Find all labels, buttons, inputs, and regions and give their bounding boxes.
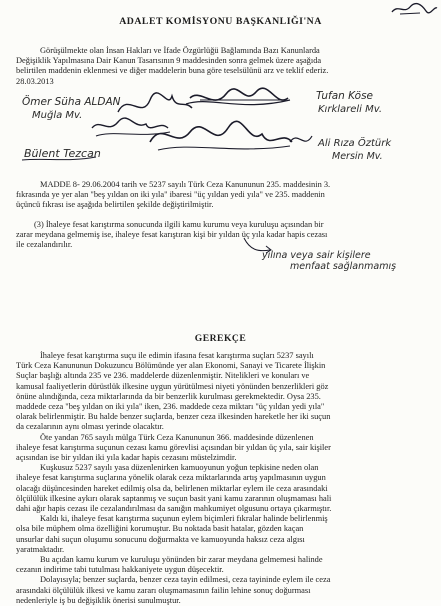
intro-line: belirtilen maddenin eklenmesi ve diğer maddelerin buna göre teselsülünü arz ve teklif ederiz. — [16, 66, 329, 76]
handwritten-note-2: menfaat sağlanmamış — [290, 261, 397, 272]
gerekce-line: arasındaki ölçülülük ilkesi ve kamu zararı oluşmamasının failin lehine sonuç doğurması — [16, 585, 311, 595]
intro-date: 28.03.2013 — [16, 76, 54, 86]
signature-4-province: Mersin Mv. — [332, 151, 383, 162]
article-line: üçüncü fıkrası ise aşağıda belirtilen şekilde değiştirilmiştir. — [16, 200, 214, 210]
gerekce-line: Bu açıdan kamu kurum ve kuruluşu yönünden bir zarar meydana gelmemesi halinde — [40, 555, 323, 565]
gerekce-line: olarak belirlenmiştir. Bu halde benzer suçlarda, benzer ceza ilkesinden hareketle her iki suçun — [16, 412, 331, 422]
gerekce-line: ihaleye fesat karıştırma suçunun cezası kamu görevlisi açısından bir yıldan üç yıla, sair kişiler — [16, 442, 331, 452]
gerekce-line: nedenleriyle iş bu değişiklik önerisi sunulmuştur. — [16, 595, 181, 605]
intro-line: Değişiklik Yapılmasına Dair Kanun Tasarısının 9 maddesinden sonra gelmek üzere aşağıda — [16, 56, 322, 66]
gerekce-paragraph — [16, 555, 424, 575]
gerekce-title: GEREKÇE — [194, 333, 247, 344]
gerekce-line: unsurlar dahi suçun oluşumu sonucunu doğurmakta ve kamuoyunda haksız ceza algısı — [16, 534, 305, 544]
gerekce-line: Kaldı ki, ihaleye fesat karıştırma suçunun eylem biçimleri fıkralar halinde belirlenmiş — [40, 514, 328, 524]
signature-1-name: Ömer Süha ALDAN — [22, 96, 121, 108]
gerekce-line: da cezalarının aynı olması yerinde olacaktır. — [16, 422, 164, 432]
gerekce-line: Türk Ceza Kanununun Dokuzuncu Bölümünde yer alan Ekonomi, Sanayi ve Ticarete İlişkin — [16, 361, 326, 371]
gerekce-paragraph — [16, 433, 424, 464]
gerekce-line: ihaleye fesat karıştırma suçlarına yönelik olarak ceza miktarlarında artış yapılmasının uygun — [16, 473, 326, 483]
gerekce-line: cezanın indirime tabi tutulması hakkaniyete uygun düşecektir. — [16, 565, 224, 575]
gerekce-line: kamusal faaliyetlerin dürüstlük ilkesine uygun yürütülmesi niyeti yönünden benzerlikleri göz — [16, 381, 329, 391]
gerekce-line: olsa bile müphem olma özelliğini korumuştur. Bu noktada basit hatalar, gözden kaçan — [16, 524, 304, 534]
gerekce-line: Kuşkusuz 5237 sayılı yasa düzenlenirken kamuoyunun yoğun tepkisine neden olan — [40, 463, 319, 473]
gerekce-line: Dolayısıyla; benzer suçlarda, benzer ceza tayin edilmesi, ceza tayininde eylem ile ceza — [40, 575, 331, 585]
gerekce-paragraph — [16, 351, 424, 433]
article-line: fıkrasında ye yer alan "beş yıldan on iki yıla" ibaresi "üç yıldan yedi yıla" ve 235. maddenin — [16, 190, 325, 200]
article-paragraph — [16, 180, 424, 211]
gerekce-body — [16, 351, 424, 606]
signature-3-name: Bülent Tezcan — [24, 147, 101, 160]
gerekce-paragraph — [16, 463, 424, 514]
gerekce-line: Suçlar başlığı altında 235 ve 236. maddelerde düzenlenmiştir. Nitelikleri ve konuları ve — [16, 371, 310, 381]
gerekce-paragraph — [16, 575, 424, 606]
article-paragraph-3 — [16, 220, 424, 251]
handwritten-note-1: yılına veya sair kişilere — [262, 250, 371, 261]
intro-line: Görüşülmekte olan İnsan Hakları ve İfade Özgürlüğü Bağlamında Bazı Kanunlarda — [40, 46, 320, 55]
article-line: (3) İhaleye fesat karıştırma sonucunda ilgili kamu kurumu veya kuruluşu açısından bir — [34, 220, 324, 229]
gerekce-line: önüne alındığında, ceza miktarlarında da bir benzerlik kurulması gerekmektedir. Oysa 235. — [16, 391, 321, 401]
gerekce-line: ölçülülük ilkesine aykırı olarak saptanmış ve suçun basit yani kamu zararının oluşmaması hali — [16, 493, 332, 503]
gerekce-line: İhaleye fesat karıştırma suçu ile edimin ifasına fesat karıştırma suçları 5237 sayılı — [40, 351, 314, 360]
gerekce-paragraph — [16, 514, 424, 555]
page-title: ADALET KOMİSYONU BAŞKANLIĞI'NA — [119, 16, 322, 27]
gerekce-line: maddede ceza "beş yıldan on iki yıla" iken, 236. maddede ceza miktarı "üç yıldan yedi yıla" — [16, 402, 325, 412]
gerekce-line: açısından ise bir yıldan iki yıla kadar hapis cezasını müstelzimdir. — [16, 453, 237, 463]
signature-4-name: Ali Rıza Öztürk — [318, 138, 392, 149]
signature-2-province: Kırklareli Mv. — [318, 104, 383, 115]
signature-1-province: Muğla Mv. — [32, 110, 83, 121]
article-line: ile cezalandırılır. — [16, 240, 73, 250]
article-line: zarar meydana gelmemiş ise, ihaleye fesat karıştıran kişi bir yıldan üç yıla kadar hapis cezası — [16, 230, 328, 240]
gerekce-line: yaratmaktadır. — [16, 544, 65, 554]
gerekce-line: dahi ağır hapis cezası ile cezalandırılması da sanığın mahkumiyet olgusunu ortaya çıkarmıştır. — [16, 504, 332, 514]
insertion-caret-icon — [240, 236, 280, 256]
article-line: MADDE 8- 29.06.2004 tarih ve 5237 sayılı Türk Ceza Kanununun 235. maddesinin 3. — [40, 180, 331, 189]
gerekce-line: olacağı düşüncesinden hareket edilmiş olsa da, belirlenen miktarlar eylem ile ceza arasındaki — [16, 483, 328, 493]
signature-2-name: Tufan Köse — [316, 90, 374, 102]
gerekce-line: Öte yandan 765 sayılı mülga Türk Ceza Kanununun 366. maddesinde düzenlenen — [40, 432, 314, 442]
